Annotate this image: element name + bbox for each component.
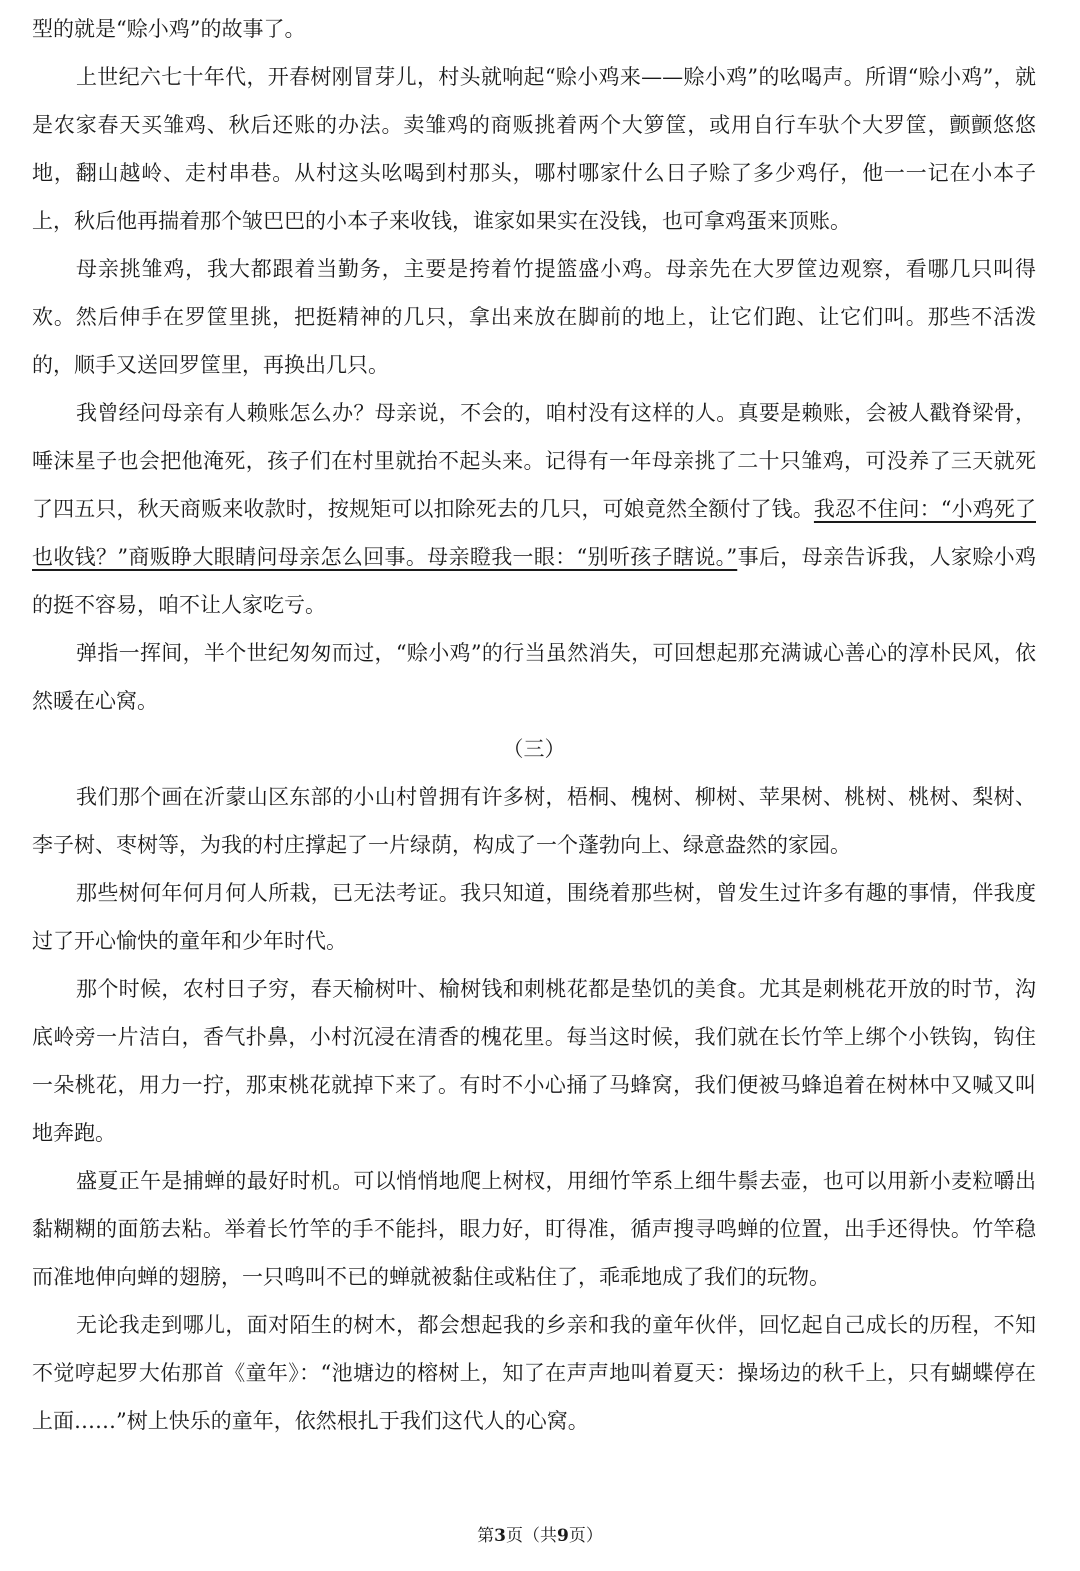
underlined-sentence: 我忍不住问：“小鸡死了也收钱？”商贩睁大眼睛问母亲怎么回事。母亲瞪我一眼：“别听孩子瞎说。” (32, 497, 1036, 569)
paragraph-7: 那个时候，农村日子穷，春天榆树叶、榆树钱和刺桃花都是垫饥的美食。尤其是刺桃花开放的时节，沟底岭旁一片洁白，香气扑鼻，小村沉浸在清香的槐花里。每当这时候，我们就在长竹竿上绑个小铁钩，钩住一朵桃花，用力一拧，那束桃花就掉下来了。有时不小心捅了马蜂窝，我们便被马蜂追着在树林中又喊又叫地奔跑。 (32, 977, 1036, 1145)
paragraph-3-text-a: 我曾经问母亲有人赖账怎么办？母亲说，不会的，咱村没有这样的人。真要是赖账，会被人戳脊梁骨，唾沫星子也会把他淹死，孩子们在村里就抬不起头来。记得有一年母亲挑了二十只雏鸡，可没养了三天就死了四五只，秋天商贩来收款时，按规矩可以扣除死去的几只，可娘竟然全额付了钱。 (32, 401, 1036, 521)
paragraph-4: 弹指一挥间，半个世纪匆匆而过，“赊小鸡”的行当虽然消失，可回想起那充满诚心善心的淳朴民风，依然暖在心窝。 (32, 641, 1036, 713)
page-number: 3 (494, 1526, 506, 1546)
paragraph-5: 我们那个画在沂蒙山区东部的小山村曾拥有许多树，梧桐、槐树、柳树、苹果树、桃树、桃树、梨树、李子树、枣树等，为我的村庄撑起了一片绿荫，构成了一个蓬勃向上、绿意盎然的家园。 (32, 785, 1036, 857)
paragraph-6: 那些树何年何月何人所栽，已无法考证。我只知道，围绕着那些树，曾发生过许多有趣的事情，伴我度过了开心愉快的童年和少年时代。 (32, 881, 1036, 953)
paragraph-9: 无论我走到哪儿，面对陌生的树木，都会想起我的乡亲和我的童年伙伴，回忆起自己成长的历程，不知不觉哼起罗大佑那首《童年》：“池塘边的榕树上，知了在声声地叫着夏天：操场边的秋千上，只有蝴蝶停在上面……”树上快乐的童年，依然根扎于我们这代人的心窝。 (32, 1313, 1036, 1433)
paragraph-continuation: 型的就是“赊小鸡”的故事了。 (32, 17, 306, 41)
section-heading: （三） (502, 737, 566, 761)
footer-prefix: 第 (477, 1526, 495, 1546)
footer-suffix: 页） (568, 1526, 603, 1546)
body-text (32, 5, 1036, 1445)
paragraph-2: 母亲挑雏鸡，我大都跟着当勤务，主要是挎着竹提篮盛小鸡。母亲先在大罗筐边观察，看哪几只叫得欢。然后伸手在罗筐里挑，把挺精神的几只，拿出来放在脚前的地上，让它们跑、让它们叫。那些不活泼的，顺手又送回罗筐里，再换出几只。 (32, 257, 1036, 377)
paragraph-1: 上世纪六七十年代，开春树刚冒芽儿，村头就响起“赊小鸡来——赊小鸡”的吆喝声。所谓“赊小鸡”，就是农家春天买雏鸡、秋后还账的办法。卖雏鸡的商贩挑着两个大箩筐，或用自行车驮个大罗筐，颤颤悠悠地，翻山越岭、走村串巷。从村这头吆喝到村那头，哪村哪家什么日子赊了多少鸡仔，他一一记在小本子上，秋后他再揣着那个皱巴巴的小本子来收钱，谁家如果实在没钱，也可拿鸡蛋来顶账。 (32, 65, 1036, 233)
total-pages: 9 (557, 1526, 569, 1546)
page-footer (0, 1524, 1080, 1548)
paragraph-3-text-b: 事后，母亲告诉我，人家赊小鸡的挺不容易，咱不让人家吃亏。 (32, 545, 1036, 617)
paragraph-3 (32, 389, 1036, 629)
footer-middle: 页（共 (506, 1526, 557, 1546)
paragraph-8: 盛夏正午是捕蝉的最好时机。可以悄悄地爬上树杈，用细竹竿系上细牛鬃去壶，也可以用新小麦粒嚼出黏糊糊的面筋去粘。举着长竹竿的手不能抖，眼力好，盯得准，循声搜寻鸣蝉的位置，出手还得快。竹竿稳而准地伸向蝉的翅膀，一只鸣叫不已的蝉就被黏住或粘住了，乖乖地成了我们的玩物。 (32, 1169, 1036, 1289)
